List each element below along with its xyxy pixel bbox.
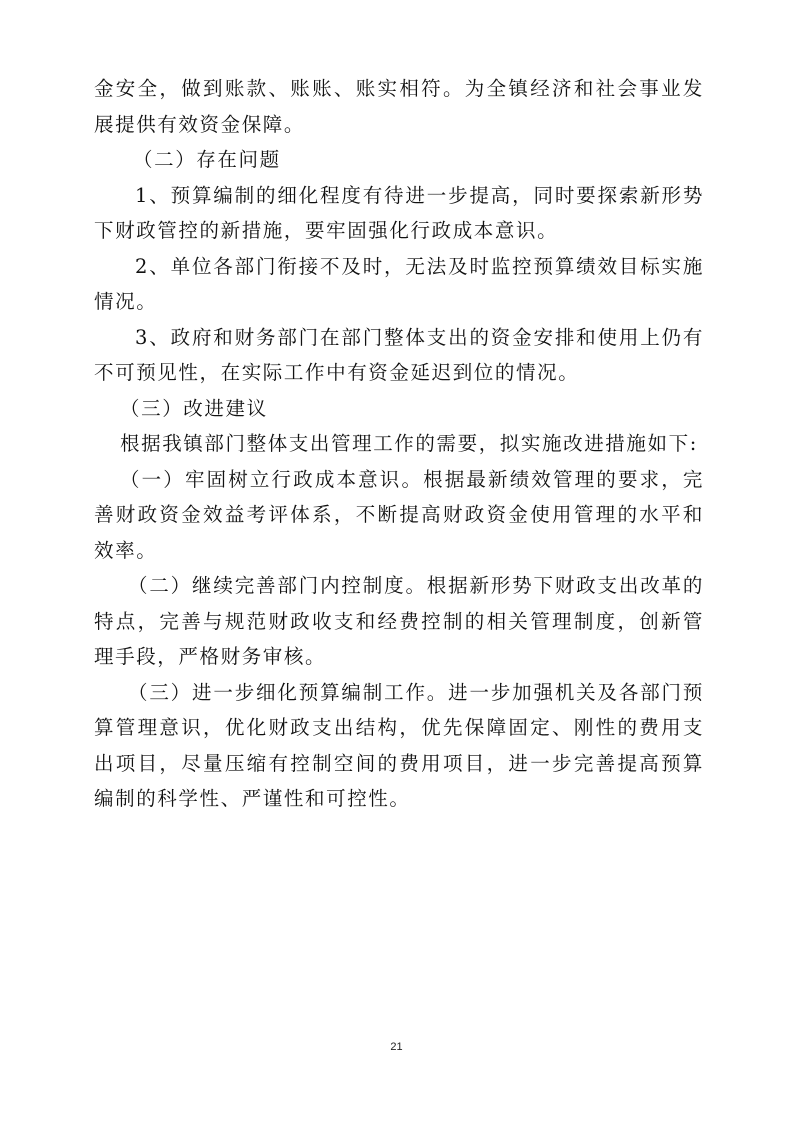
suggestion-item-1: （一）牢固树立行政成本意识。根据最新绩效管理的要求，完善财政资金效益考评体系，不断提高财政资金使用管理的水平和效率。 — [94, 467, 704, 562]
section-heading-existing-problems: （二）存在问题 — [133, 148, 281, 171]
problem-item-2: 2、单位各部门衔接不及时，无法及时监控预算绩效目标实施情况。 — [94, 254, 704, 313]
section-heading-improvement-suggestions: （三）改进建议 — [120, 396, 268, 420]
suggestion-item-2: （二）继续完善部门内控制度。根据新形势下财政支出改革的特点，完善与规范财政收支和经费控制的相关管理制度，创新管理手段，严格财务审核。 — [94, 574, 704, 668]
page-number: 21 — [390, 1041, 403, 1053]
suggestion-item-3: （三）进一步细化预算编制工作。进一步加强机关及各部门预算管理意识，优化财政支出结构，优先保障固定、刚性的费用支出项目，尽量压缩有控制空间的费用项目，进一步完善提高预算编制的科学性、严谨性和可控性。 — [94, 680, 704, 810]
problem-item-1: 1、预算编制的细化程度有待进一步提高，同时要探索新形势下财政管控的新措施，要牢固强化行政成本意识。 — [94, 183, 704, 242]
document-body — [94, 71, 704, 817]
problem-item-3: 3、政府和财务部门在部门整体支出的资金安排和使用上仍有不可预见性，在实际工作中有资金延迟到位的情况。 — [94, 325, 704, 384]
paragraph-improvement-intro: 根据我镇部门整体支出管理工作的需要，拟实施改进措施如下: — [120, 432, 698, 455]
paragraph-funds-safety: 金安全，做到账款、账账、账实相符。为全镇经济和社会事业发展提供有效资金保障。 — [94, 77, 704, 136]
